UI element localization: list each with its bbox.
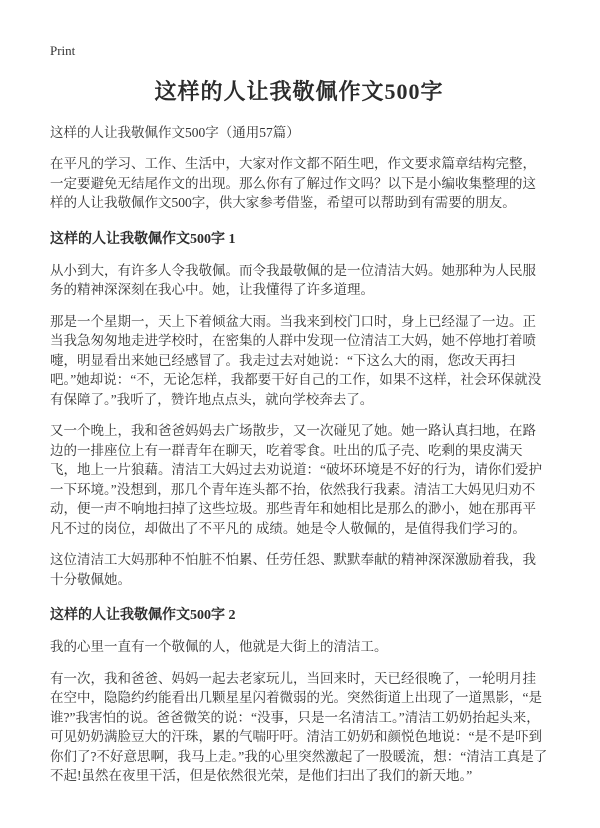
document-subtitle: 这样的人让我敬佩作文500字（通用57篇） (50, 125, 300, 140)
section-2-paragraph-1: 我的心里一直有一个敬佩的人，他就是大街上的清洁工。 (50, 639, 388, 654)
section-1-paragraph-2: 那是一个星期一，天上下着倾盆大雨。当我来到校门口时，身上已经湿了一边。正当我急匆匆地走进学校时，在密集的人群中发现一位清洁工大妈，她不停地打着喷嚏，明显看出来她已经感冒了。我走过去对她说：“下这么大的雨，您改天再扫吧。”她却说：“不，无论怎样，我都要干好自己的工作，如果不这样，社会环保就没有保障了。”我听了，赞许地点点头，就向学校奔去了。 (50, 313, 542, 407)
section-1-paragraph-1: 从小到大，有许多人令我敬佩。而令我最敬佩的是一位清洁大妈。她那种为人民服务的精神深深刻在我心中。她，让我懂得了许多道理。 (50, 262, 536, 297)
page-title: 这样的人让我敬佩作文500字 (154, 79, 444, 104)
section-2-heading: 这样的人让我敬佩作文500字 2 (50, 608, 236, 623)
section-1-paragraph-3: 又一个晚上，我和爸爸妈妈去广场散步，又一次碰见了她。她一路认真扫地，在路边的一排座位上有一群青年在聊天，吃着零食。吐出的瓜子壳、吃剩的果皮满天飞，地上一片狼藉。清洁工大妈过去劝说道：“破坏环境是不好的行为，请你们爱护一下环境。”没想到，那几个青年连头都不抬，依然我行我素。清洁工大妈见归劝不动，便一声不响地扫掉了这些垃圾。那些青年和她相比是那么的渺小，她在那再平凡不过的岗位，却做出了不平凡的 成绩。她是令人敬佩的，是值得我们学习的。 (50, 423, 542, 536)
section-2-paragraph-2: 有一次，我和爸爸、妈妈一起去老家玩儿，当回来时，天已经很晚了，一轮明月挂在空中，隐隐约约能看出几颗星星闪着微弱的光。突然街道上出现了一道黑影，“是谁?”我害怕的说。爸爸微笑的说：“没事，只是一名清洁工。”清洁工奶奶抬起头来，可见奶奶满脸豆大的汗珠，累的气喘吁吁。清洁工奶奶和颜悦色地说：“是不是吓到你们了?不好意思啊，我马上走。”我的心里突然激起了一股暖流，想：“清洁工真是了不起!虽然在夜里干活，但是依然很光荣，是他们扫出了我们的新天地。” (50, 670, 548, 783)
intro-paragraph: 在平凡的学习、工作、生活中，大家对作文都不陌生吧，作文要求篇章结构完整，一定要避免无结尾作文的出现。那么你有了解过作文吗？以下是小编收集整理的这样的人让我敬佩作文500字，供大家参考借鉴，希望可以帮助到有需要的朋友。 (50, 156, 536, 210)
section-1-paragraph-4: 这位清洁工大妈那种不怕脏不怕累、任劳任怨、默默奉献的精神深深激励着我，我十分敬佩她。 (50, 552, 536, 587)
section-1-heading: 这样的人让我敬佩作文500字 1 (50, 231, 236, 247)
print-link[interactable]: Print (50, 43, 76, 58)
